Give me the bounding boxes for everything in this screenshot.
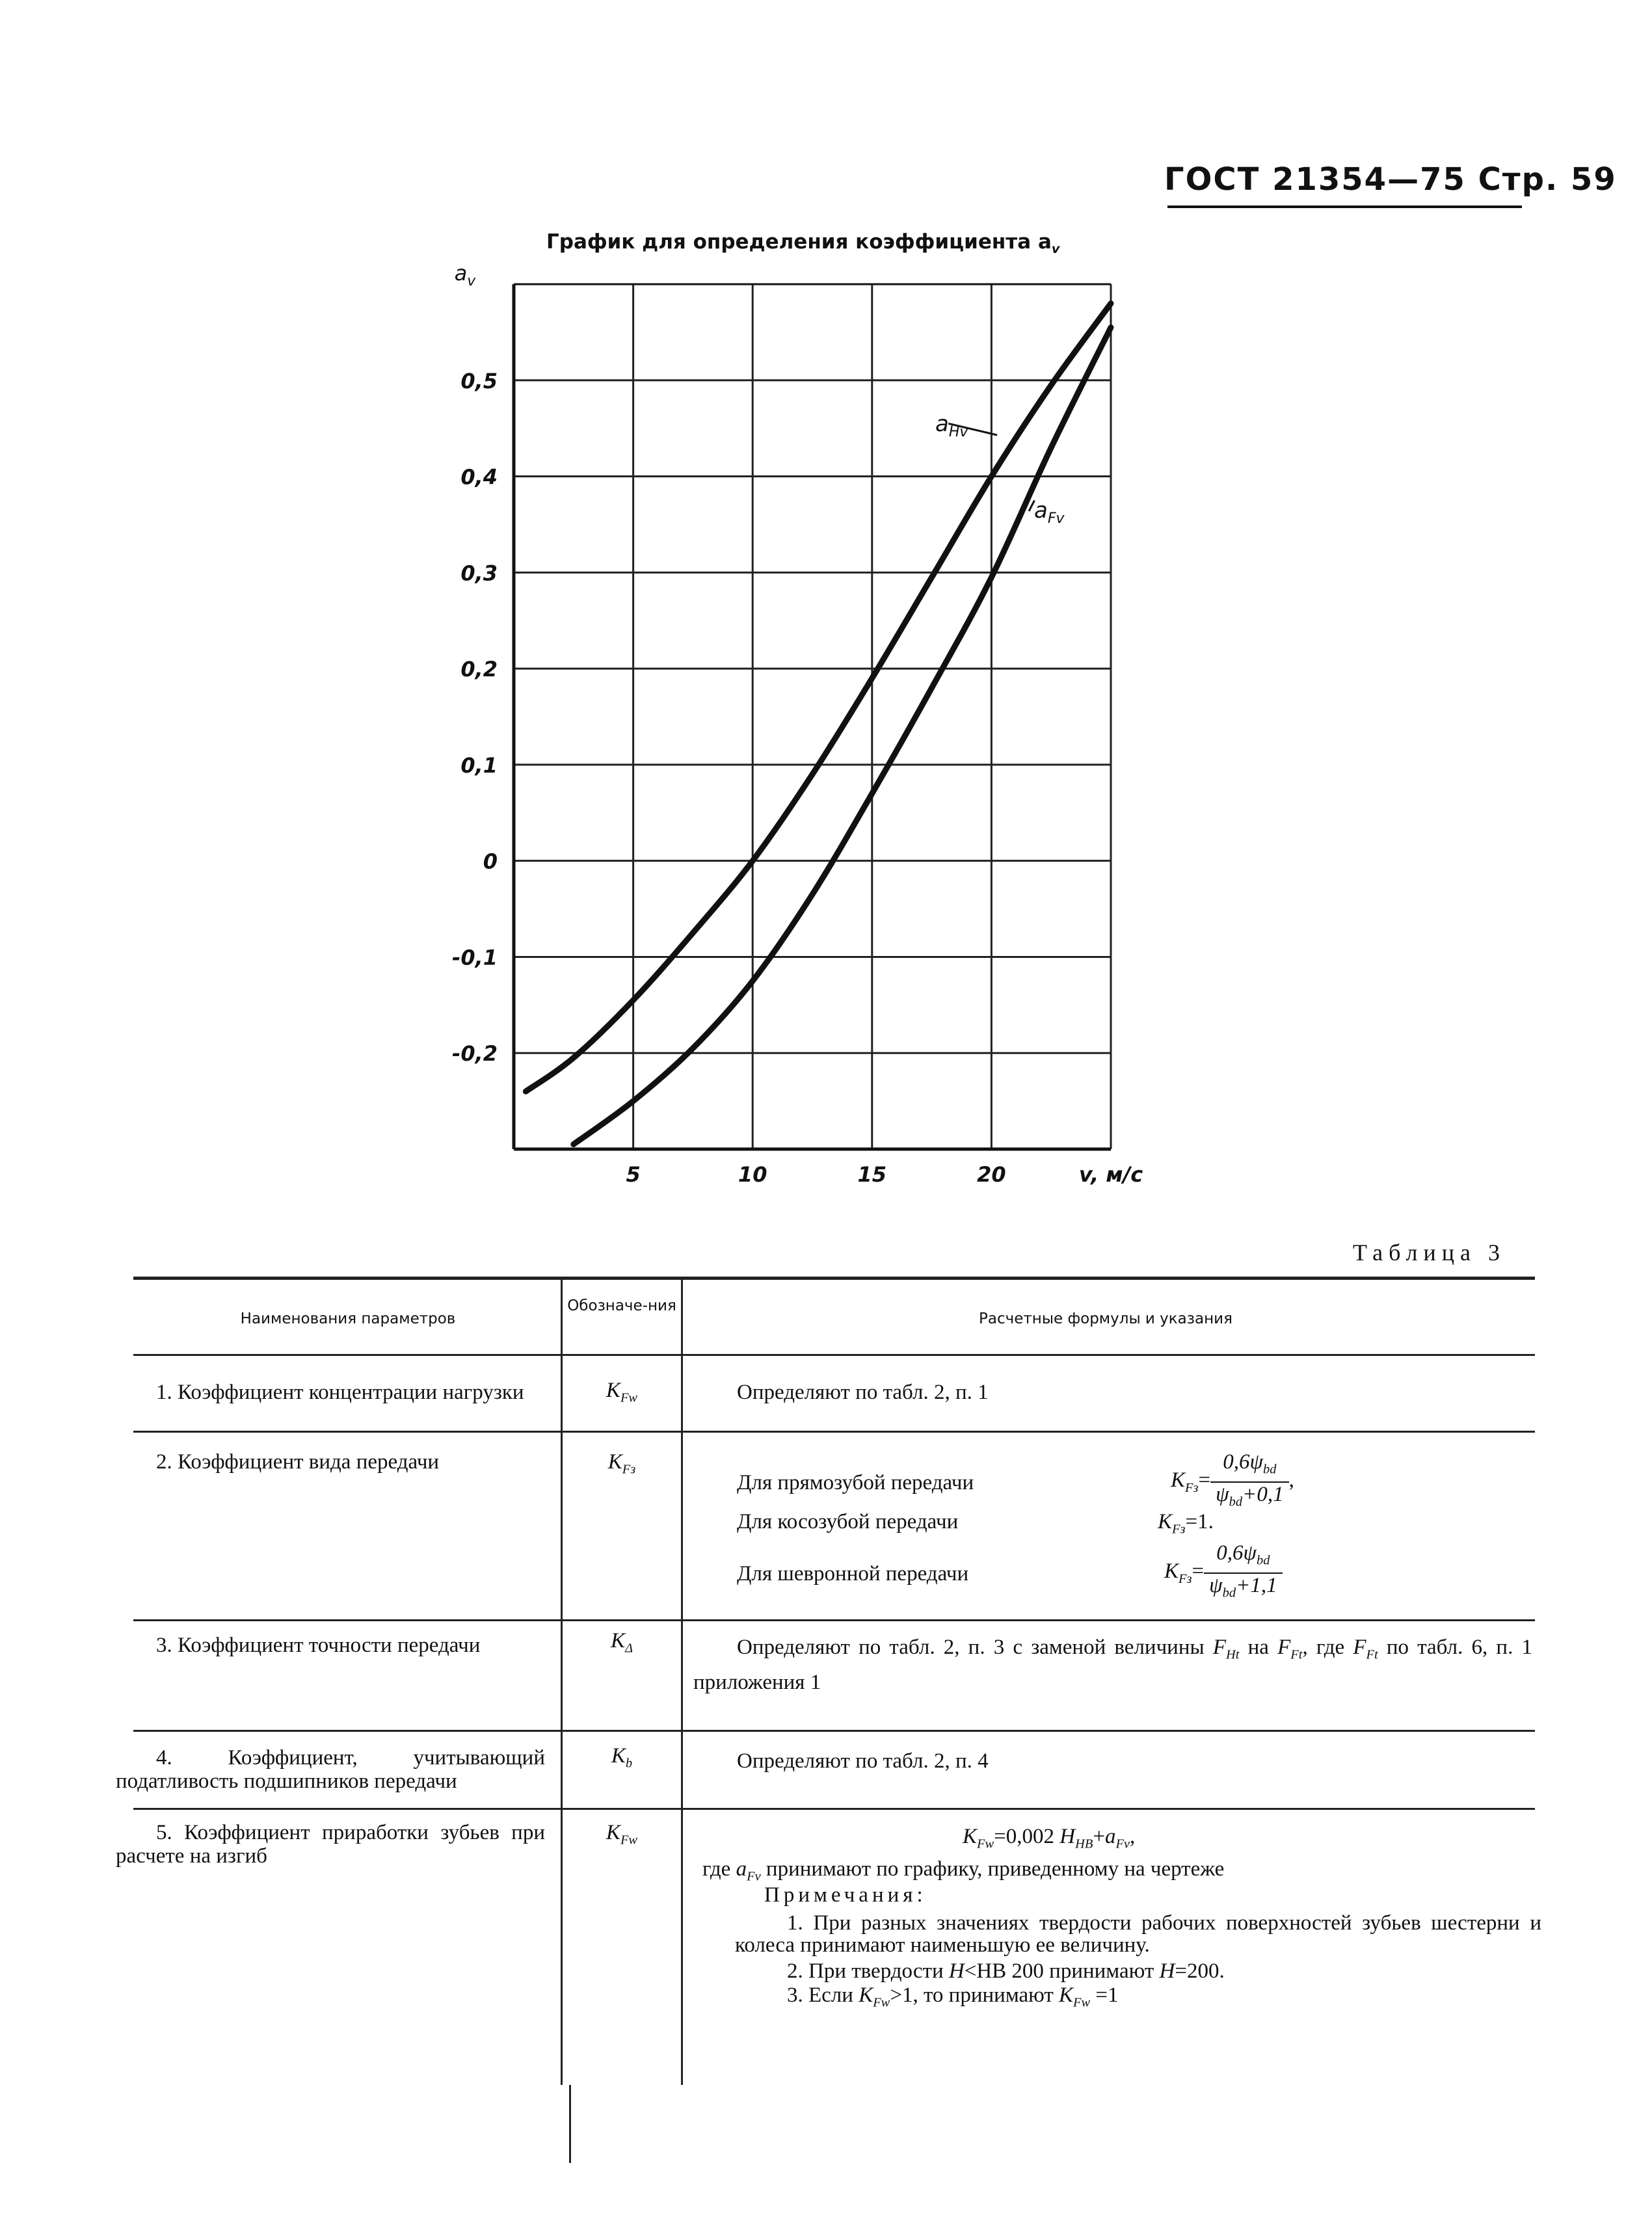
row2-line2-formula (1158, 1510, 1418, 1541)
series-line-aFv (574, 328, 1111, 1145)
row3-text-c: по табл. 6, п. 1 приложения 1 (693, 1636, 1533, 1694)
row5-formula-h-sub: HB (1075, 1837, 1093, 1851)
row2-symbol (566, 1450, 678, 1481)
series-label-sub-aFv: Fv (1047, 511, 1065, 527)
row5-formula-plus: + (1093, 1825, 1105, 1848)
row5-formula-k: K (963, 1825, 978, 1848)
row1-name: 1. Коэффициент концентрации нагрузки (156, 1381, 524, 1404)
row1-symbol (566, 1379, 678, 1410)
y-tick-label-6: -0,1 (452, 945, 498, 970)
row1-text: Определяют по табл. 2, п. 1 (737, 1381, 989, 1404)
graph-title-sub: v (1051, 241, 1060, 257)
row3-var1: F (1212, 1636, 1226, 1659)
row5-where-a: где (702, 1857, 731, 1881)
row3-name: 3. Коэффициент точности передачи (156, 1634, 481, 1657)
row5-note2 (787, 1959, 1535, 1983)
row5-where-b: принимают по графику, приведенному на чертеже (766, 1857, 1225, 1881)
row2-line2-rest: =1. (1185, 1510, 1214, 1533)
series-label-aFv: $a_{Fv}$ (1034, 497, 1065, 527)
y-tick-label-5: 0 (483, 849, 498, 874)
row5-formula-h: H (1059, 1825, 1076, 1848)
row2-line1-lhs-sub: Fз (1185, 1480, 1199, 1495)
row5-formula-end: , (1130, 1825, 1136, 1848)
x-tick-label-1: 10 (738, 1162, 767, 1187)
row2-line2-k: K (1158, 1510, 1173, 1533)
row5-note2-c: =200. (1175, 1959, 1225, 1983)
row3-var1-sub: Ht (1226, 1647, 1240, 1662)
row5-note2-b: <HB 200 принимают (964, 1959, 1154, 1983)
x-tick-label-0: 5 (626, 1162, 641, 1187)
chart-grid (514, 284, 1111, 1149)
row5-note3-c: =1 (1095, 1983, 1119, 2007)
table-col-divider-2 (681, 1279, 683, 2085)
row2-name: 2. Коэффициент вида передачи (156, 1450, 440, 1474)
row-rule-3 (133, 1730, 1535, 1732)
series-label-aHv: $a_{Hv}$ (935, 411, 968, 440)
row5-notes-title: Примечания: (764, 1883, 927, 1907)
row2-symbol-sub: Fз (622, 1462, 636, 1477)
row3-symbol (566, 1629, 678, 1660)
x-tick-label-3: 20 (977, 1162, 1006, 1187)
row-rule-1 (133, 1431, 1535, 1433)
y-axis-label: $a_v$ (454, 261, 476, 289)
row5-where-var-sub: Fv (747, 1869, 761, 1884)
series-line-aHv (526, 304, 1111, 1092)
row5-symbol (566, 1821, 678, 1852)
row2-line3-num: 0,6ψ (1216, 1541, 1257, 1565)
table-header-name: Наименования параметров (240, 1310, 456, 1327)
y-tick-label-3: 0,2 (460, 657, 498, 682)
row5-note3 (787, 1983, 1535, 2015)
row3-symbol-sub: Δ (625, 1641, 633, 1656)
row5-formula-k-sub: Fw (977, 1837, 994, 1851)
graph-title-text: График для определения коэффициента a (546, 230, 1052, 254)
row2-line2-label: Для косозубой передачи (737, 1510, 959, 1533)
row4-symbol-k: K (611, 1744, 626, 1768)
chart-axes (514, 284, 1111, 1149)
row5-note2-a: 2. При твердости (787, 1959, 944, 1983)
row4-symbol-sub: b (625, 1756, 633, 1771)
row2-line2-k-sub: Fз (1172, 1522, 1186, 1537)
y-tick-label-7: -0,2 (452, 1041, 498, 1067)
row5-note2-h: H (948, 1959, 965, 1983)
row2-line1-num: 0,6ψ (1223, 1450, 1263, 1474)
row5-note1: 1. При разных значениях твердости рабочих поверхностей зубьев шестерни и колеса принимают наименьшую ее величину. (735, 1911, 1541, 1957)
row1-symbol-sub: Fw (620, 1390, 638, 1405)
row3-text-b: , где (1302, 1636, 1345, 1659)
row5-note3-b: >1, то принимают (890, 1983, 1054, 2007)
table-header-formula: Расчетные формулы и указания (979, 1310, 1232, 1327)
row3-var2: F (1277, 1636, 1291, 1659)
row2-line3-lhs: K (1164, 1559, 1179, 1584)
row2-line3-den-rest: +1,1 (1236, 1573, 1277, 1597)
row2-line1-den-sub: bd (1229, 1494, 1243, 1509)
row3-var3-sub: Ft (1366, 1647, 1378, 1662)
row5-note2-h2: H (1159, 1959, 1175, 1983)
row3-text-a: Определяют по табл. 2, п. 3 с заменой величины (737, 1636, 1205, 1659)
row2-line1-label: Для прямозубой передачи (737, 1471, 974, 1494)
x-tick-label-2: 15 (857, 1162, 887, 1187)
row1-symbol-k: K (606, 1379, 620, 1402)
table-caption: Таблица 3 (1353, 1240, 1506, 1266)
row5-formula-a-sub: Fv (1115, 1837, 1130, 1851)
row-rule-4 (133, 1808, 1535, 1810)
series-label-sub-aHv: Hv (948, 424, 968, 440)
y-tick-label-0: 0,5 (460, 368, 498, 393)
row2-line1-fraction (1210, 1450, 1288, 1513)
y-axis-label-sub: v (467, 273, 476, 289)
row3-var3: F (1353, 1636, 1366, 1659)
table-header-symbol: Обозначе-ния (567, 1297, 676, 1314)
row2-line1-den: ψ (1216, 1482, 1229, 1506)
row2-line3-fraction (1204, 1541, 1282, 1604)
row2-line3-formula: $K_{Fз}=$ $\frac{0,6\psi_{bd}}{\psi_{bd}+1,1}$ (1164, 1541, 1528, 1604)
row2-line3-den-sub: bd (1222, 1585, 1236, 1600)
x-tick-label-4: v, м/с (1078, 1162, 1143, 1187)
table-col-divider-tail (569, 2085, 571, 2163)
chart-series-labels (935, 411, 1065, 527)
row5-formula-mid: =0,002 (994, 1825, 1055, 1848)
y-tick-label-4: 0,1 (460, 752, 498, 778)
row5-formula-a: a (1104, 1825, 1116, 1848)
row5-note3-k: K (859, 1983, 873, 2007)
row2-symbol-k: K (607, 1450, 622, 1474)
row5-where-var: a (736, 1857, 747, 1881)
row3-var2-sub: Ft (1290, 1647, 1303, 1662)
row5-symbol-sub: Fw (620, 1833, 638, 1848)
row3-text (693, 1634, 1532, 1696)
y-tick-label-1: 0,4 (460, 464, 498, 490)
row5-note3-k-sub: Fw (873, 1995, 890, 2010)
row2-line1-formula: $K_{Fз}=$ $\frac{0,6\psi_{bd}}{\psi_{bd}+0,1}$ , (1171, 1450, 1535, 1513)
row5-note3-a: 3. Если (787, 1983, 853, 2007)
row3-symbol-k: K (610, 1629, 625, 1652)
row5-name: 5. Коэффициент приработки зубьев при расчете на изгиб (116, 1821, 545, 1868)
y-tick-label-2: 0,3 (460, 561, 498, 586)
row2-line3-lhs-sub: Fз (1179, 1571, 1192, 1586)
row4-text: Определяют по табл. 2, п. 4 (737, 1749, 989, 1773)
row5-note3-k2-sub: Fw (1073, 1995, 1091, 2010)
row2-line3-den: ψ (1209, 1573, 1223, 1597)
row2-line1-den-rest: +0,1 (1242, 1482, 1284, 1506)
row4-symbol (566, 1744, 678, 1775)
chart-series (526, 304, 1111, 1145)
row4-name: 4. Коэффициент, учитывающий податливость подшипников передачи (116, 1746, 545, 1793)
table-col-divider-1 (561, 1279, 563, 2085)
row2-line1-num-sub: bd (1263, 1462, 1277, 1477)
row2-line1-end: , (1288, 1468, 1294, 1492)
row2-line1-lhs: K (1171, 1468, 1186, 1492)
row5-note3-k2: K (1059, 1983, 1074, 2007)
row-rule-2 (133, 1619, 1535, 1621)
table-header-rule (133, 1354, 1535, 1356)
row5-symbol-k: K (606, 1821, 620, 1844)
row2-line3-label: Для шевронной передачи (737, 1562, 969, 1585)
row2-line3-num-sub: bd (1257, 1553, 1270, 1568)
row5-formula (963, 1825, 1418, 1856)
page-header: ГОСТ 21354—75 Стр. 59 (1164, 161, 1617, 198)
table-top-rule (133, 1277, 1535, 1280)
row3-mid: на (1247, 1636, 1269, 1659)
